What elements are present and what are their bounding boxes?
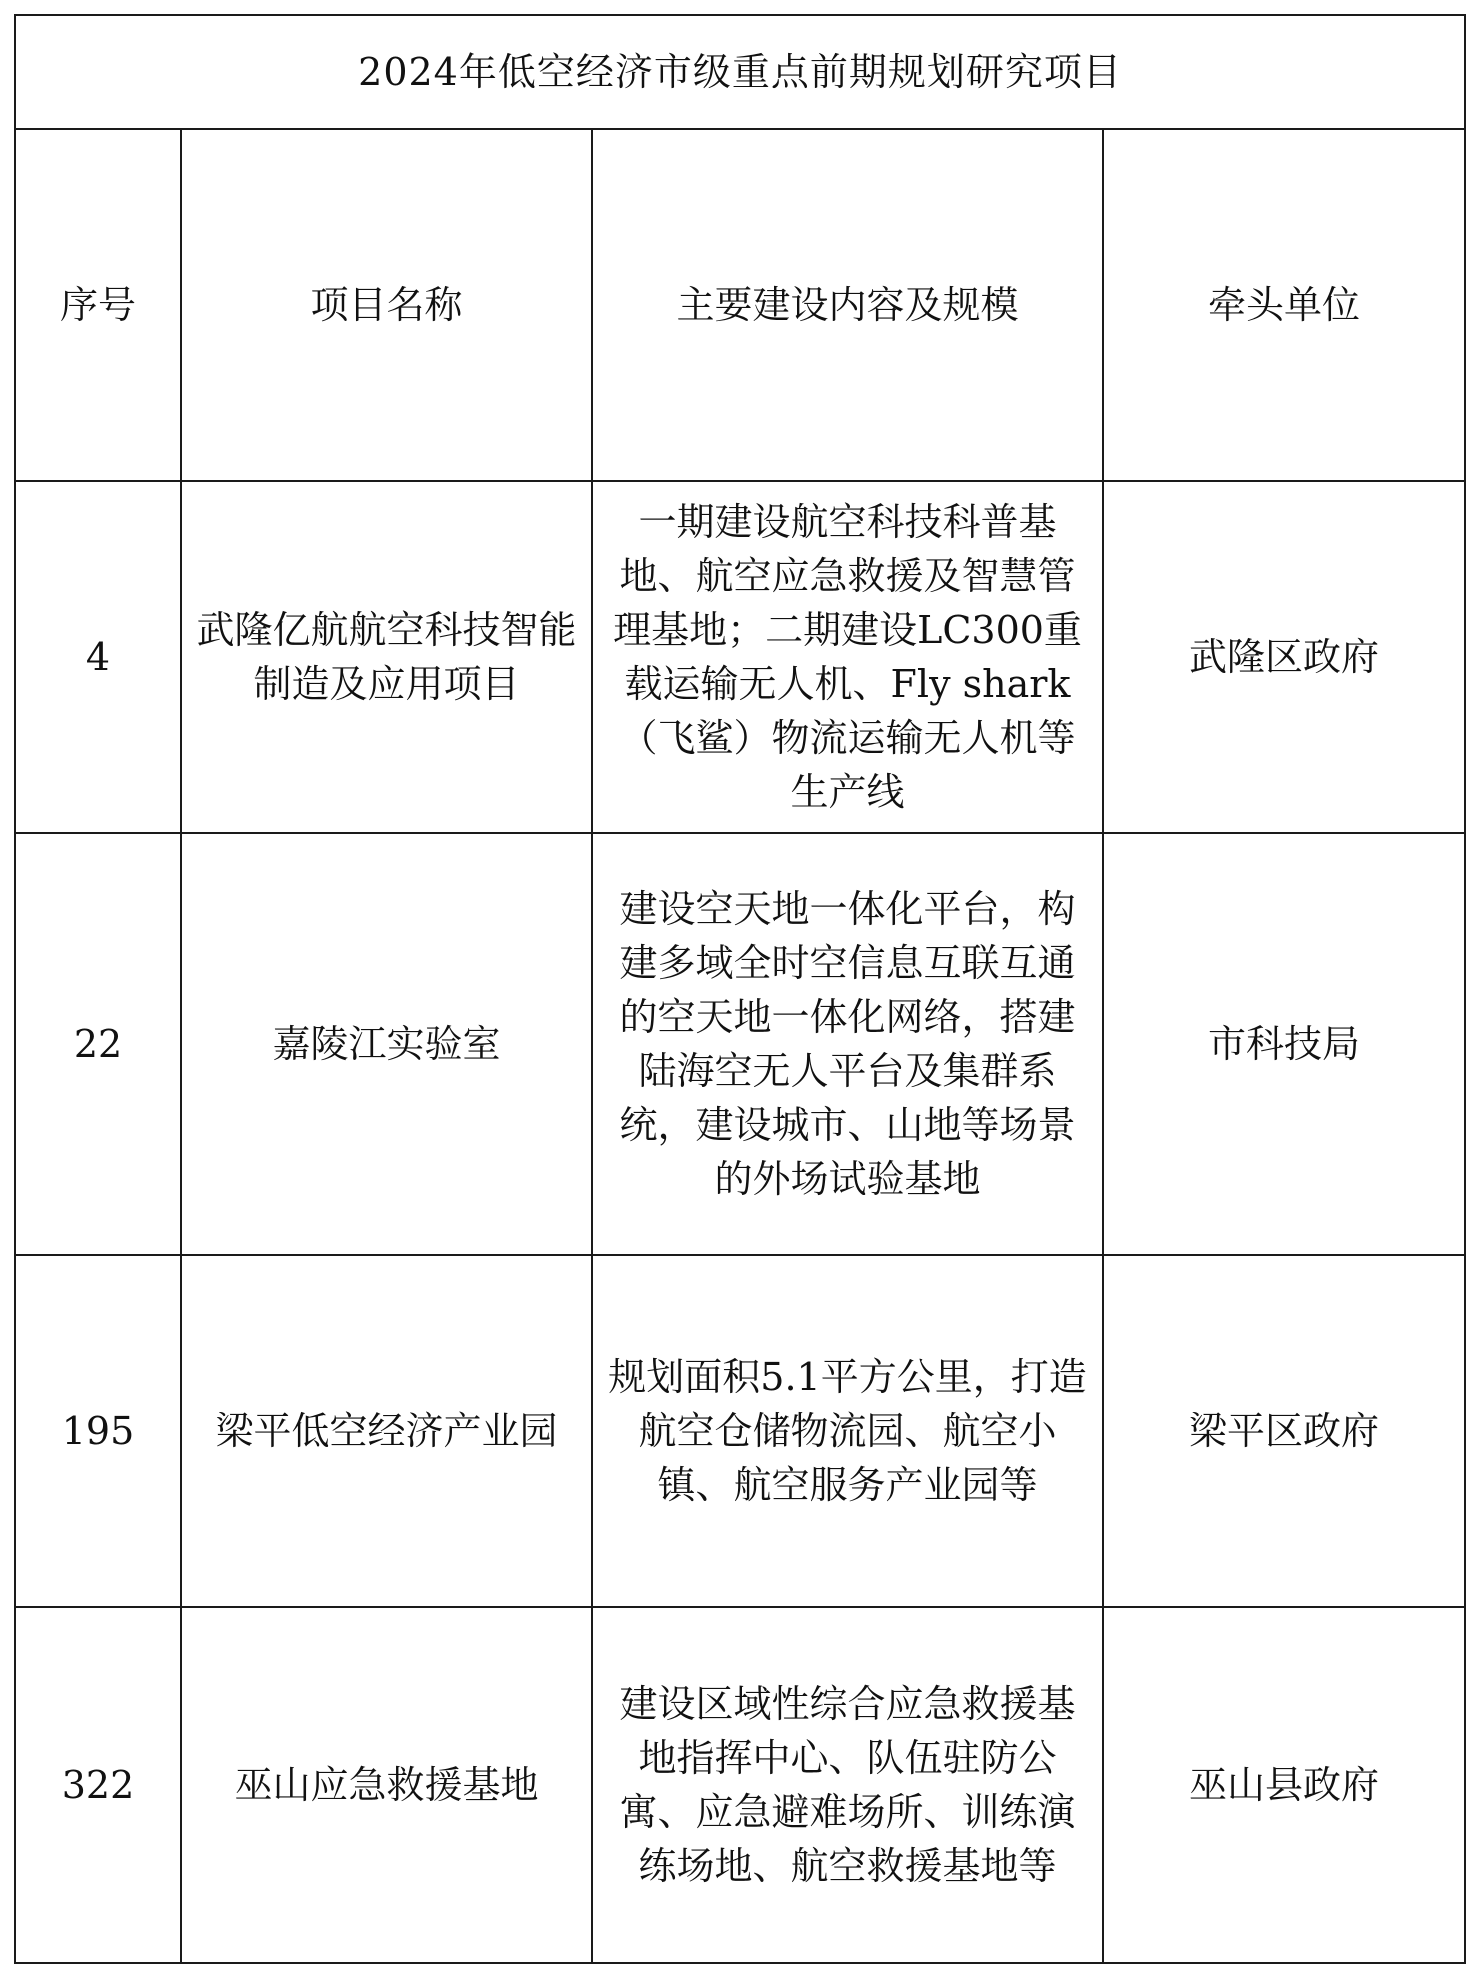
table-title: 2024年低空经济市级重点前期规划研究项目 [15, 15, 1465, 129]
cell-content: 一期建设航空科技科普基地、航空应急救援及智慧管理基地；二期建设LC300重载运输无人机、Fly shark（飞鲨）物流运输无人机等生产线 [592, 481, 1103, 833]
cell-seq: 322 [15, 1607, 181, 1963]
table-row [15, 481, 1465, 833]
header-name: 项目名称 [181, 129, 592, 481]
cell-lead-unit: 梁平区政府 [1103, 1255, 1465, 1607]
cell-project-name: 武隆亿航航空科技智能制造及应用项目 [181, 481, 592, 833]
header-unit: 牵头单位 [1103, 129, 1465, 481]
cell-seq: 195 [15, 1255, 181, 1607]
cell-seq: 4 [15, 481, 181, 833]
cell-project-name: 嘉陵江实验室 [181, 833, 592, 1255]
cell-lead-unit: 巫山县政府 [1103, 1607, 1465, 1963]
header-content: 主要建设内容及规模 [592, 129, 1103, 481]
header-row [15, 129, 1465, 481]
cell-content: 建设空天地一体化平台，构建多域全时空信息互联互通的空天地一体化网络，搭建陆海空无人平台及集群系统，建设城市、山地等场景的外场试验基地 [592, 833, 1103, 1255]
cell-lead-unit: 武隆区政府 [1103, 481, 1465, 833]
header-seq: 序号 [15, 129, 181, 481]
cell-seq: 22 [15, 833, 181, 1255]
cell-content: 规划面积5.1平方公里，打造航空仓储物流园、航空小镇、航空服务产业园等 [592, 1255, 1103, 1607]
table-row [15, 1607, 1465, 1963]
table-row [15, 1255, 1465, 1607]
cell-project-name: 梁平低空经济产业园 [181, 1255, 592, 1607]
cell-project-name: 巫山应急救援基地 [181, 1607, 592, 1963]
table-row [15, 833, 1465, 1255]
cell-content: 建设区域性综合应急救援基地指挥中心、队伍驻防公寓、应急避难场所、训练演练场地、航空救援基地等 [592, 1607, 1103, 1963]
project-table [14, 14, 1466, 1964]
cell-lead-unit: 市科技局 [1103, 833, 1465, 1255]
title-row [15, 15, 1465, 129]
